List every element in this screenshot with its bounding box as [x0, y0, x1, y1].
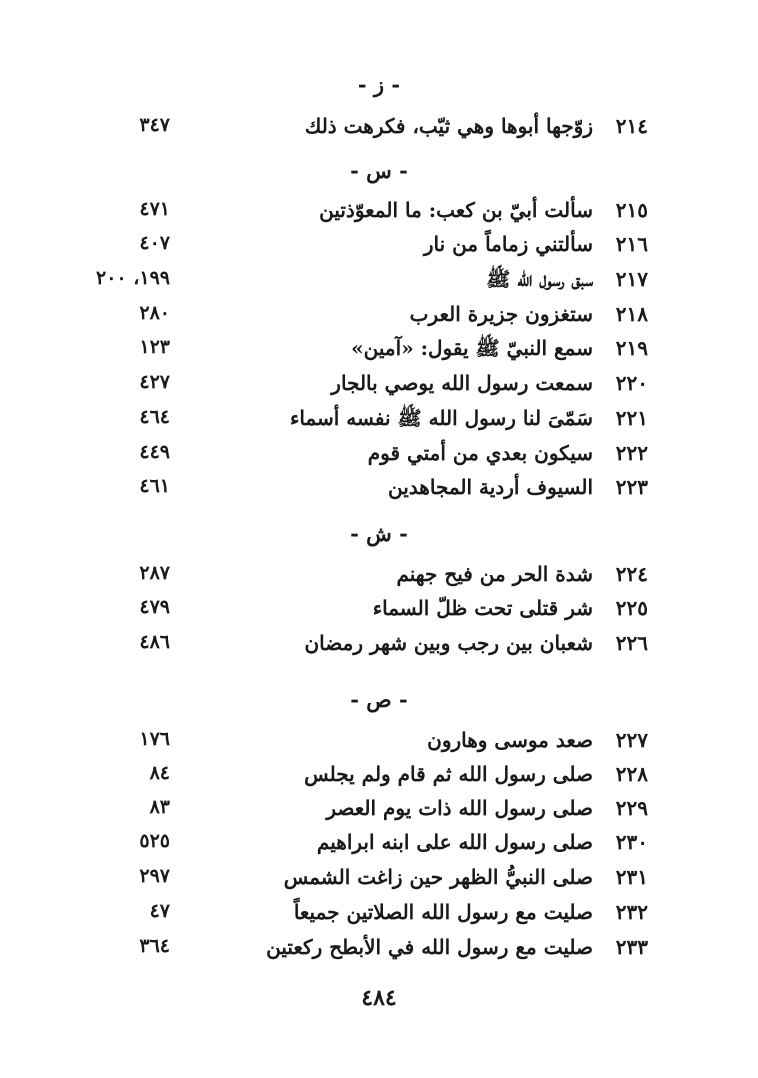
entry-text: صعد موسى وهارون: [427, 728, 593, 752]
page-number: ٤٨٤: [361, 985, 397, 1011]
index-row: [0, 935, 758, 965]
section-heading-shin: - ش -: [350, 521, 408, 546]
index-row: [0, 596, 758, 626]
entry-number: ٢٣١: [615, 865, 648, 889]
index-row: [0, 336, 758, 366]
entry-text: سمعت رسول الله يوصي بالجار: [331, 371, 593, 395]
entry-text: شر قتلى تحت ظلّ السماء: [372, 596, 593, 620]
index-row: [0, 198, 758, 228]
entry-number: ٢٢٠: [615, 371, 648, 395]
entry-number: ٢٢٦: [615, 631, 648, 655]
entry-text: ستغزون جزيرة العرب: [409, 302, 593, 326]
entry-number: ٢٢٥: [615, 596, 648, 620]
entry-text: شدة الحر من فيح جهنم: [396, 562, 593, 586]
index-row: [0, 406, 758, 436]
index-row: [0, 865, 758, 895]
entry-page: ٤٧٩: [139, 596, 170, 618]
entry-text: سألت أبيّ بن كعب: ما المعوّذتين: [319, 198, 593, 222]
entry-text: صلى رسول الله على ابنه ابراهيم: [316, 830, 593, 854]
index-row: [0, 267, 758, 297]
entry-text: صلى النبيُّ الظهر حين زاغت الشمس: [283, 865, 593, 889]
entry-text: سَمّىَ لنا رسول الله ﷺ نفسه أسماء: [289, 406, 593, 430]
entry-text: صليت مع رسول الله في الأبطح ركعتين: [266, 935, 593, 959]
entry-page: ٤٦٤: [139, 406, 170, 428]
entry-text: صلى رسول الله ذات يوم العصر: [326, 796, 593, 820]
index-row: [0, 830, 758, 860]
entry-text: صلى رسول الله ثم قام ولم يجلس: [304, 762, 593, 786]
entry-page: ٤٤٩: [139, 441, 170, 463]
entry-number: ٢٢٨: [615, 762, 648, 786]
index-row: [0, 562, 758, 592]
entry-page: ١٢٣: [139, 336, 170, 358]
entry-page: ٤٨٦: [139, 631, 170, 653]
index-row: [0, 475, 758, 505]
entry-page: ٨٣: [149, 796, 170, 818]
index-row: [0, 728, 758, 758]
entry-number: ٢٢١: [615, 406, 648, 430]
index-row: [0, 371, 758, 401]
entry-number: ٢١٨: [615, 302, 648, 326]
entry-text: زوّجها أبوها وهي ثيّب، فكرهت ذلك: [304, 114, 593, 138]
index-row: [0, 441, 758, 471]
entry-number: ٢٢٧: [615, 728, 648, 752]
entry-page: ٤٦١: [139, 475, 170, 497]
index-row: [0, 762, 758, 792]
index-row: [0, 302, 758, 332]
entry-number: ٢١٧: [615, 267, 648, 291]
entry-number: ٢١٤: [615, 114, 648, 138]
entry-text: سبق رسول الله ﷺ: [486, 267, 593, 291]
entry-number: ٢٢٣: [615, 475, 648, 499]
entry-number: ٢١٦: [615, 232, 648, 256]
entry-number: ٢٢٢: [615, 441, 648, 465]
index-row: [0, 114, 758, 144]
entry-page: ٢٩٧: [139, 865, 170, 887]
entry-text: سيكون بعدي من أمتي قوم: [367, 441, 593, 465]
entry-page: ٤٧١: [139, 198, 170, 220]
entry-text: شعبان بين رجب وبين شهر رمضان: [304, 631, 593, 655]
entry-number: ٢٢٩: [615, 796, 648, 820]
section-heading-sin: - س -: [350, 158, 408, 183]
index-row: [0, 900, 758, 930]
entry-page: ٤٢٧: [139, 371, 170, 393]
section-heading-zay: - ز -: [357, 72, 401, 97]
entry-page: ٨٤: [149, 762, 170, 784]
entry-number: ٢٢٤: [615, 562, 648, 586]
entry-number: ٢٣٠: [615, 830, 648, 854]
entry-page: ٢٨٧: [139, 562, 170, 584]
entry-number: ٢٣٣: [615, 935, 648, 959]
entry-text: صليت مع رسول الله الصلاتين جميعاً: [293, 900, 593, 924]
entry-text: سمع النبيّ ﷺ يقول: «آمين»: [351, 336, 593, 360]
index-row: [0, 796, 758, 826]
entry-page: ٣٤٧: [139, 114, 170, 136]
entry-number: ٢٣٢: [615, 900, 648, 924]
entry-page: ٤٠٧: [139, 232, 170, 254]
index-row: [0, 232, 758, 262]
entry-page: ٣٦٤: [139, 935, 170, 957]
entry-number: ٢١٩: [615, 336, 648, 360]
entry-page: ١٧٦: [139, 728, 170, 750]
entry-page: ١٩٩، ٢٠٠: [96, 267, 170, 289]
index-row: [0, 631, 758, 661]
entry-text: سألتني زماماً من نار: [423, 232, 593, 256]
entry-number: ٢١٥: [615, 198, 648, 222]
entry-text: السيوف أردية المجاهدين: [388, 475, 593, 499]
entry-page: ٥٢٥: [139, 830, 170, 852]
entry-page: ٢٨٠: [139, 302, 170, 324]
section-heading-sad: - ص -: [350, 687, 408, 712]
entry-page: ٤٧: [149, 900, 170, 922]
